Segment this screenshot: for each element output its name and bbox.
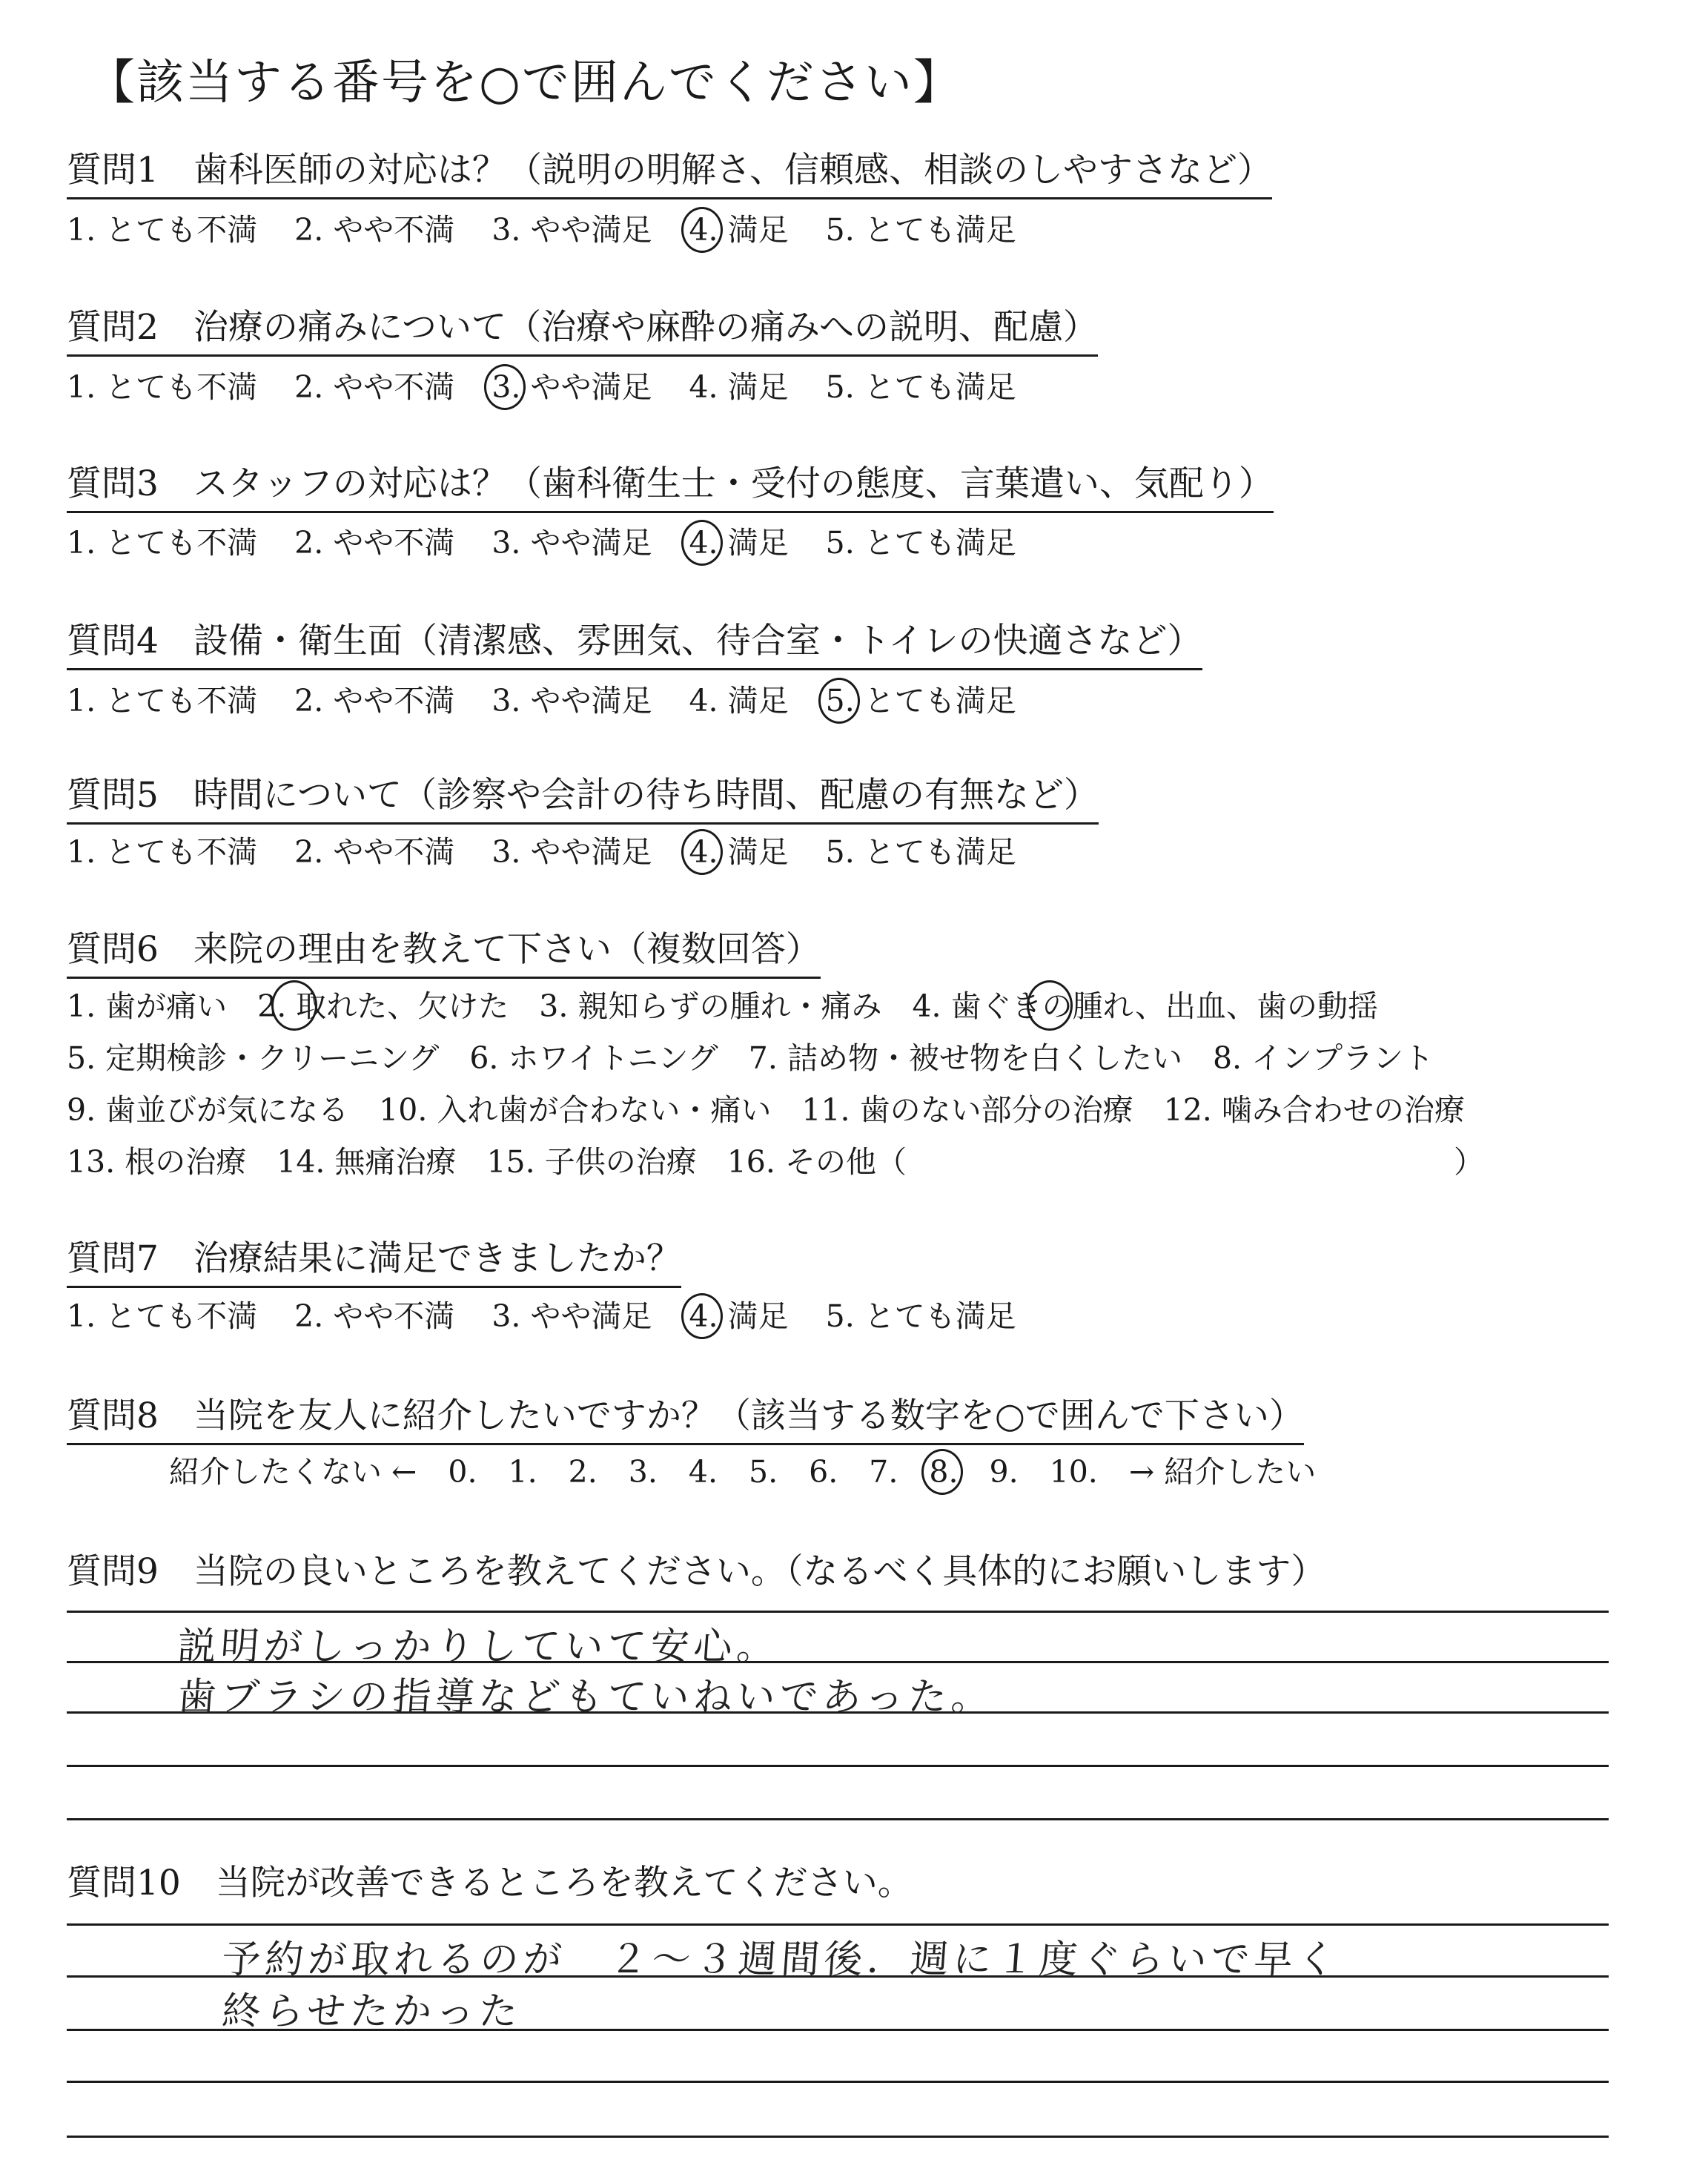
option-3: 3. やや満足 [491, 683, 652, 719]
option-5: 5. とても満足 [825, 369, 1016, 405]
option-3: 3. やや満足 [491, 367, 652, 407]
q8-scale-6: 6. [809, 1454, 838, 1490]
option-5: 5. とても満足 [825, 834, 1016, 870]
q9-answer-line-4 [67, 1765, 1609, 1767]
question-3-title: 質問3 スタッフの対応は？（歯科衛生士・受付の態度、言葉遣い、気配り） [67, 462, 1274, 513]
question-8-scale [169, 1452, 1347, 1492]
option-5: 5. とても満足 [825, 212, 1016, 248]
option-3: 3. やや満足 [491, 525, 652, 561]
question-1-options [67, 210, 1053, 250]
q6-answer-4-circle [1027, 980, 1073, 1031]
q8-scale-5: 5. [749, 1454, 778, 1490]
q8-left-label: 紹介したくない ← [169, 1454, 417, 1490]
q8-scale-0: 0. [448, 1454, 477, 1490]
option-2: 2. やや不満 [294, 834, 455, 870]
option-5: 5. とても満足 [825, 525, 1016, 561]
question-3-options [67, 523, 1053, 563]
option-1: 1. とても不満 [67, 369, 258, 405]
option-4: 4. 満足 [689, 832, 788, 872]
q10-answer-line-5 [67, 2136, 1609, 2138]
question-6-row-3: 9. 歯並びが気になる 10. 入れ歯が合わない・痛い 11. 歯のない部分の治療 12. 噛み合わせの治療 [67, 1092, 1465, 1128]
question-6-title: 質問6 来院の理由を教えて下さい（複数回答） [67, 928, 821, 979]
question-2-title: 質問2 治療の痛みについて（治療や麻酔の痛みへの説明、配慮） [67, 305, 1098, 357]
q8-right-label: → 紹介したい [1128, 1454, 1317, 1490]
option-3: 3. やや満足 [491, 212, 652, 248]
question-6-row-4: 13. 根の治療 14. 無痛治療 15. 子供の治療 16. その他（ ） [67, 1144, 1484, 1180]
question-5-title: 質問5 時間について（診察や会計の待ち時間、配慮の有無など） [67, 773, 1099, 825]
question-7-title: 質問7 治療結果に満足できましたか？ [67, 1237, 681, 1288]
option-3: 3. やや満足 [491, 1298, 652, 1334]
question-5-options [67, 832, 1053, 872]
question-8-title: 質問8 当院を友人に紹介したいですか？（該当する数字を○で囲んで下さい） [67, 1394, 1304, 1445]
q8-scale-2: 2. [568, 1454, 598, 1490]
option-4: 4. 満足 [689, 1296, 788, 1336]
question-9-title: 質問9 当院の良いところを教えてください。（なるべく具体的にお願いします） [67, 1551, 1326, 1592]
option-1: 1. とても不満 [67, 212, 258, 248]
option-5: 5. とても満足 [825, 1298, 1016, 1334]
option-2: 2. やや不満 [294, 683, 455, 719]
q10-answer-line-4 [67, 2081, 1609, 2083]
q8-scale-9: 9. [989, 1454, 1019, 1490]
option-2: 2. やや不満 [294, 1298, 455, 1334]
q9-answer-line-5 [67, 1818, 1609, 1820]
q9-handwritten-answer-2: 歯ブラシの指導などもていねいであった。 [176, 1675, 996, 1720]
question-4-title: 質問4 設備・衛生面（清潔感、雰囲気、待合室・トイレの快適さなど） [67, 619, 1202, 670]
option-3: 3. やや満足 [491, 834, 652, 870]
question-6-row-1: 1. 歯が痛い 2. 取れた、欠けた 3. 親知らずの腫れ・痛み 4. 歯ぐきの腫れ、出血、歯の動揺 [67, 988, 1379, 1024]
question-1-title: 質問1 歯科医師の対応は？（説明の明解さ、信頼感、相談のしやすさなど） [67, 148, 1272, 199]
question-2-options [67, 367, 1053, 407]
q8-scale-10: 10. [1049, 1454, 1098, 1490]
option-1: 1. とても不満 [67, 834, 258, 870]
question-6-row-2: 5. 定期検診・クリーニング 6. ホワイトニング 7. 詰め物・被せ物を白くしたい 8. インプラント [67, 1040, 1434, 1076]
q8-scale-4: 4. [688, 1454, 718, 1490]
q8-scale-7: 7. [869, 1454, 898, 1490]
option-2: 2. やや不満 [294, 212, 455, 248]
question-10-title: 質問10 当院が改善できるところを教えてください。 [67, 1863, 913, 1903]
option-1: 1. とても不満 [67, 525, 258, 561]
q10-handwritten-answer-2: 終らせたかった [220, 1989, 524, 2034]
q9-answer-line-1 [67, 1611, 1609, 1613]
form-instruction-header: 【該当する番号を○で囲んでください】 [87, 56, 962, 110]
option-4: 4. 満足 [689, 369, 789, 405]
question-7-options [67, 1296, 1053, 1336]
option-4: 4. 満足 [689, 683, 789, 719]
option-1: 1. とても不満 [67, 683, 258, 719]
question-4-options [67, 681, 1053, 721]
q6-answer-2-circle [271, 980, 317, 1031]
option-2: 2. やや不満 [294, 525, 455, 561]
q10-answer-line-1 [67, 1923, 1609, 1926]
q8-scale-1: 1. [508, 1454, 537, 1490]
option-4: 4. 満足 [689, 210, 788, 250]
option-1: 1. とても不満 [67, 1298, 258, 1334]
option-5: 5. とても満足 [826, 681, 1016, 721]
q8-scale-8: 8. [929, 1452, 958, 1492]
option-4: 4. 満足 [689, 523, 788, 563]
q8-scale-3: 3. [628, 1454, 658, 1490]
q10-handwritten-answer-1: 予約が取れるのが ２〜３週間後．週に１度ぐらいで早く [220, 1938, 1342, 1982]
q9-handwritten-answer-1: 説明がしっかりしていて安心。 [176, 1625, 781, 1669]
option-2: 2. やや不満 [294, 369, 455, 405]
